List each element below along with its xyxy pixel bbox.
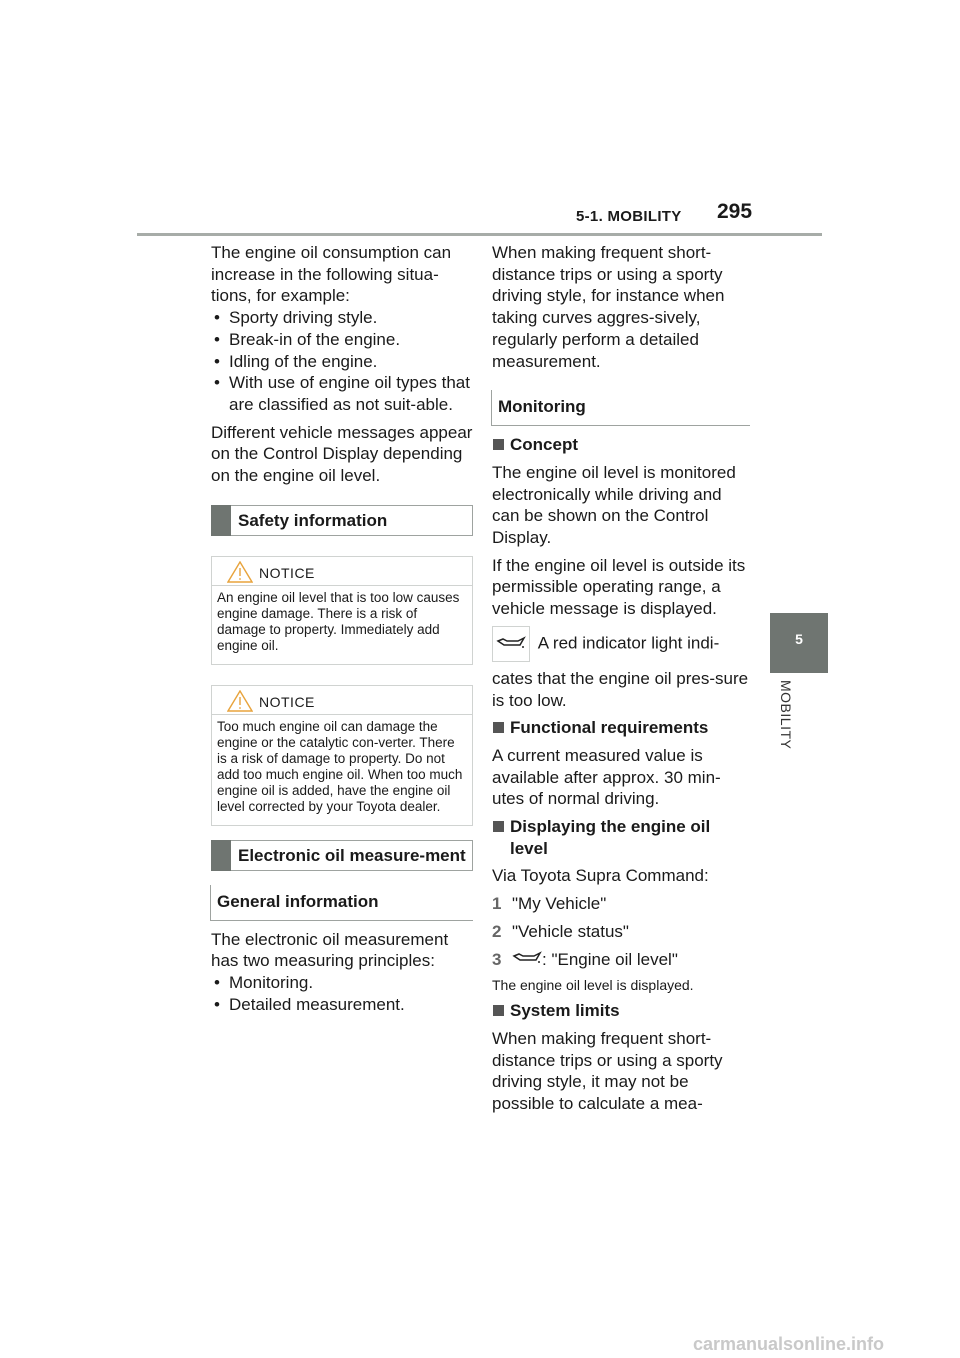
notice-text: Too much engine oil can damage the engine or the catalytic con-verter. There is a risk of damage to property. Do not add too much engine oil. When too much engine oil is added, have the engine oil level corrected by your Toyota dealer. (217, 718, 463, 814)
list-item: • Detailed measurement. (211, 994, 473, 1016)
notice-text: An engine oil level that is too low causes engine damage. There is a risk of damage to property. Immediately add engine oil. (217, 589, 460, 653)
warning-triangle-icon (227, 561, 253, 590)
indicator-text-continued: cates that the engine oil pres-sure is too low. (492, 668, 749, 710)
step-number: 2 (492, 921, 502, 941)
general-information-heading (211, 885, 473, 921)
notice-header (212, 686, 472, 715)
left-column (211, 242, 473, 1022)
electronic-oil-measurement-heading (211, 840, 473, 871)
displayed-note: The engine oil level is displayed. (492, 977, 694, 994)
notice-box (211, 556, 473, 665)
step-item (492, 921, 750, 943)
messages-paragraph: Different vehicle messages appear on the Control Display depending on the engine oil level. (211, 422, 473, 486)
limits-paragraph: When making frequent short-distance trips or using a sporty driving style, it may not be possible to calculate a mea- (492, 1028, 723, 1114)
page-number: 295 (717, 200, 753, 223)
step-text: "My Vehicle" (512, 894, 607, 914)
list-item: • Sporty driving style. (211, 307, 473, 329)
list-item: • Monitoring. (211, 972, 473, 994)
heading-label: General information (217, 891, 379, 911)
system-limits-heading: System limits (492, 1000, 750, 1022)
step-number: 1 (492, 894, 502, 914)
watermark: carmanualsonline.info (693, 1334, 885, 1354)
heading-label: Electronic oil measure-ment (238, 845, 466, 865)
functional-paragraph: A current measured value is available after approx. 30 min-utes of normal driving. (492, 745, 721, 809)
section-title: 5-1. MOBILITY (576, 208, 682, 225)
safety-information-heading (211, 505, 473, 536)
step-item (492, 893, 750, 915)
chapter-tab[interactable]: 5 (770, 613, 828, 673)
right-column (492, 242, 750, 1115)
principles-paragraph: The electronic oil measurement has two measuring principles: (211, 929, 449, 971)
notice-title: NOTICE (259, 564, 315, 581)
oil-can-icon (512, 949, 542, 971)
concept-heading: Concept (492, 434, 750, 456)
step-number: 3 (492, 949, 502, 969)
step-text: "Vehicle status" (512, 921, 629, 941)
list-item: • Break-in of the engine. (211, 329, 473, 351)
list-item: • With use of engine oil types that are classified as not suit-able. (211, 372, 473, 415)
monitoring-heading (492, 390, 750, 426)
functional-requirements-heading: Functional requirements (492, 717, 750, 739)
heading-label: Monitoring (498, 397, 586, 417)
header-rule (137, 233, 822, 236)
list-item: • Idling of the engine. (211, 351, 473, 373)
concept-paragraph: If the engine oil level is outside its permissible operating range, a vehicle message is displayed. (492, 555, 746, 619)
chapter-label: MOBILITY (778, 680, 794, 750)
heading-label: Safety information (238, 510, 388, 530)
oil-can-icon (492, 626, 530, 662)
intro-paragraph: The engine oil consumption can increase in the following situa-tions, for example: (211, 243, 452, 306)
step-text: : "Engine oil level" (542, 949, 678, 969)
notice-title: NOTICE (259, 693, 315, 710)
intro-bullet-list (211, 307, 473, 416)
via-text: Via Toyota Supra Command: (492, 866, 709, 886)
indicator-text: A red indicator light indi- (537, 633, 720, 653)
concept-paragraph: The engine oil level is monitored electronically while driving and can be shown on the Control Display. (492, 462, 736, 548)
detailed-measurement-paragraph: When making frequent short-distance trips or using a sporty driving style, for instance when taking curves aggres-sively, regularly perform a detailed measurement. (492, 243, 725, 371)
step-item (492, 949, 750, 971)
principles-bullet-list (211, 972, 473, 1015)
notice-header (212, 557, 472, 586)
displaying-heading: Displaying the engine oil level (492, 816, 750, 859)
warning-triangle-icon (227, 690, 253, 719)
notice-box (211, 685, 473, 826)
